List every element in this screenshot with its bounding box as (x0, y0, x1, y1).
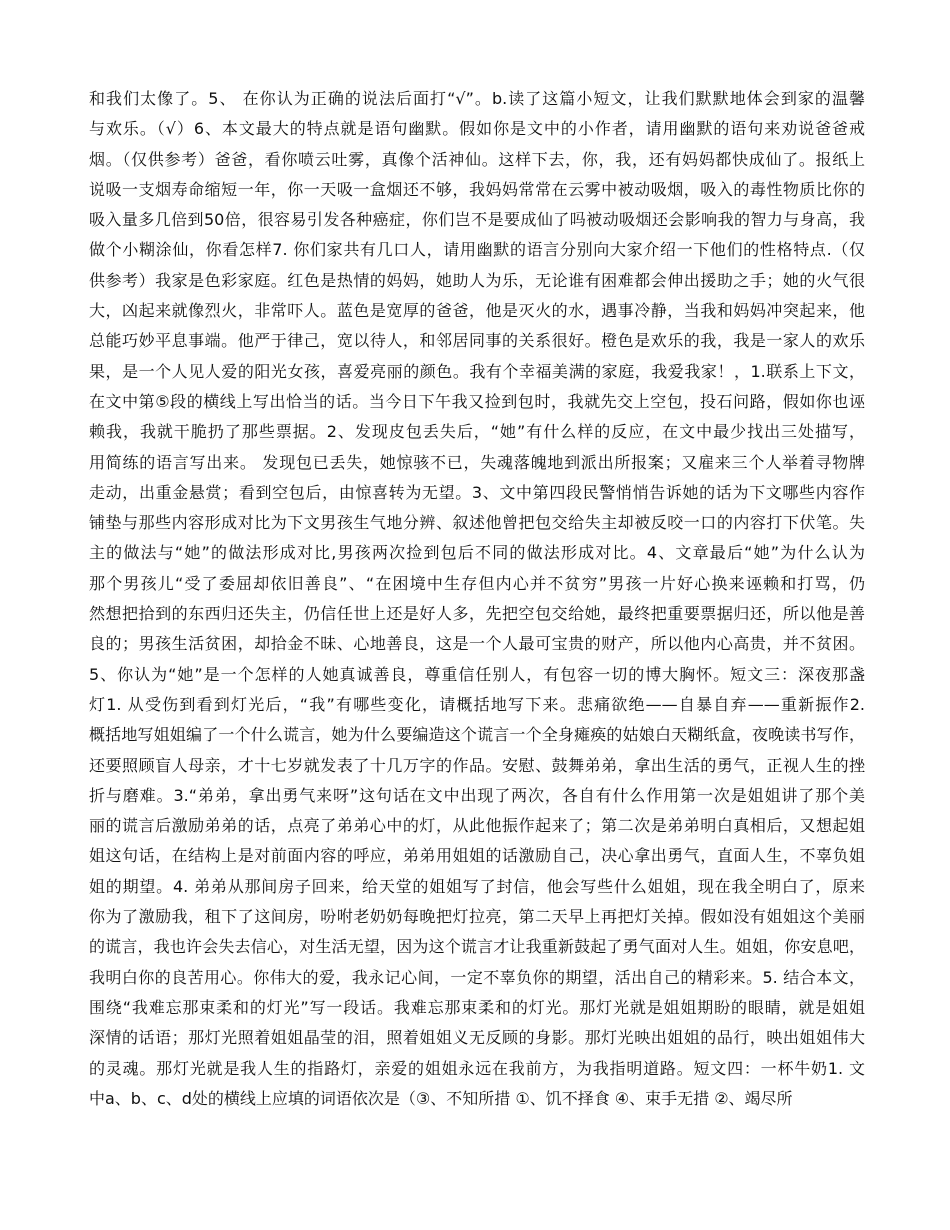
text-line: 那个男孩儿“受了委屈却依旧善良”、“在困境中生存但内心并不贫穷”男孩一片好心换来诬赖和打骂，仍 (89, 573, 865, 593)
text-line: 吸入量多几倍到50倍，很容易引发各种癌症，你们岂不是要成仙了吗被动吸烟还会影响我的智力与身高，我 (89, 210, 865, 230)
text-line: 赖我，我就干脆扔了那些票据。2、发现皮包丢失后，“她”有什么样的反应，在文中最少找出三处描写， (89, 422, 865, 442)
text-line: 的谎言，我也许会失去信心，对生活无望，因为这个谎言才让我重新鼓起了勇气面对人生。姐姐，你安息吧， (89, 937, 865, 957)
text-line: 然想把拾到的东西归还失主，仍信任世上还是好人多，先把空包交给她，最终把重要票据归还，所以他是善 (89, 604, 865, 624)
text-line: 做个小糊涂仙，你看怎样7. 你们家共有几口人，请用幽默的语言分别向大家介绍一下他们的性格特点.（仅 (89, 240, 865, 260)
text-line: 供参考）我家是色彩家庭。红色是热情的妈妈，她助人为乐，无论谁有困难都会伸出援助之手；她的火气很 (89, 270, 865, 290)
text-line: 铺垫与那些内容形成对比为下文男孩生气地分辨、叙述他曾把包交给失主却被反咬一口的内容打下伏笔。失 (89, 513, 865, 533)
text-line: 深情的话语；那灯光照着姐姐晶莹的泪，照着姐姐义无反顾的身影。那灯光映出姐姐的品行，映出姐姐伟大 (89, 1028, 865, 1048)
text-line: 果，是一个人见人爱的阳光女孩，喜爱亮丽的颜色。我有个幸福美满的家庭，我爱我家！，1.联系上下文， (89, 361, 865, 381)
text-line: 大，凶起来就像烈火，非常吓人。蓝色是宽厚的爸爸，他是灭火的水，遇事冷静，当我和妈妈冲突起来，他 (89, 301, 865, 321)
text-line: 说吸一支烟寿命缩短一年，你一天吸一盒烟还不够，我妈妈常常在云雾中被动吸烟，吸入的毒性物质比你的 (89, 179, 865, 199)
text-line: 良的；男孩生活贫困，却拾金不昧、心地善良，这是一个人最可宝贵的财产，所以他内心高贵，并不贫困。 (89, 634, 865, 654)
text-line: 还要照顾盲人母亲，才十七岁就发表了十几万字的作品。安慰、鼓舞弟弟，拿出生活的勇气，正视人生的挫 (89, 755, 865, 775)
text-line: 我明白你的良苦用心。你伟大的爱，我永记心间，一定不辜负你的期望，活出自己的精彩来。5. 结合本文， (89, 967, 865, 987)
text-line: 围绕“我难忘那束柔和的灯光”写一段话。我难忘那束柔和的灯光。那灯光就是姐姐期盼的眼睛，就是姐姐 (89, 997, 865, 1017)
text-line: 5、你认为“她”是一个怎样的人她真诚善良，尊重信任别人，有包容一切的博大胸怀。短文三：深夜那盏 (89, 664, 865, 684)
text-line: 和我们太像了。5、 在你认为正确的说法后面打“√”。b.读了这篇小短文，让我们默默地体会到家的温馨 (89, 89, 865, 108)
text-line: 丽的谎言后激励弟弟的话，点亮了弟弟心中的灯，从此他振作起来了；第二次是弟弟明白真相后，又想起姐 (89, 816, 865, 836)
text-line: 与欢乐。（√）6、本文最大的特点就是语句幽默。假如你是文中的小作者，请用幽默的语句来劝说爸爸戒 (89, 119, 865, 139)
text-line: 用简练的语言写出来。 发现包已丢失，她惊骇不已，失魂落魄地到派出所报案；又雇来三个人举着寻物牌 (89, 452, 865, 472)
text-line: 总能巧妙平息事端。他严于律己，宽以待人，和邻居同事的关系很好。橙色是欢乐的我，我是一家人的欢乐 (89, 331, 865, 351)
text-line: 在文中第⑤段的横线上写出恰当的话。当今日下午我又捡到包时，我就先交上空包，投石问路，假如你也诬 (89, 391, 865, 411)
text-line: 折与磨难。3.“弟弟，拿出勇气来呀”这句话在文中出现了两次，各自有什么作用第一次是姐姐讲了那个美 (89, 785, 865, 805)
text-line: 你为了激励我，租下了这间房，吩咐老奶奶每晚把灯拉亮，第二天早上再把灯关掉。假如没有姐姐这个美丽 (89, 907, 865, 927)
text-line: 灯1. 从受伤到看到灯光后，“我”有哪些变化，请概括地写下来。悲痛欲绝——自暴自弃——重新振作2. (89, 694, 865, 714)
text-line: 烟。（仅供参考）爸爸，看你喷云吐雾，真像个活神仙。这样下去，你，我，还有妈妈都快成仙了。报纸上 (89, 149, 865, 169)
text-line: 的灵魂。那灯光就是我人生的指路灯，亲爱的姐姐永远在我前方，为我指明道路。短文四：一杯牛奶1. 文 (89, 1058, 865, 1078)
text-line: 姐这句话，在结构上是对前面内容的呼应，弟弟用姐姐的话激励自己，决心拿出勇气，直面人生，不辜负姐 (89, 846, 865, 866)
text-line: 概括地写姐姐编了一个什么谎言，她为什么要编造这个谎言一个全身瘫痪的姑娘白天糊纸盒，夜晚读书写作， (89, 725, 865, 745)
document-page (89, 84, 865, 1114)
text-line: 主的做法与“她”的做法形成对比,男孩两次捡到包后不同的做法形成对比。4、文章最后“她”为什么认为 (89, 543, 865, 563)
text-line: 走动，出重金悬赏；看到空包后，由惊喜转为无望。3、文中第四段民警悄悄告诉她的话为下文哪些内容作 (89, 482, 865, 502)
text-line: 中a、b、c、d处的横线上应填的词语依次是（③、不知所措 ①、饥不择食 ④、束手无措 ②、竭尽所 (89, 1088, 793, 1108)
text-line: 姐的期望。4. 弟弟从那间房子回来，给天堂的姐姐写了封信，他会写些什么姐姐，现在我全明白了，原来 (89, 876, 865, 896)
